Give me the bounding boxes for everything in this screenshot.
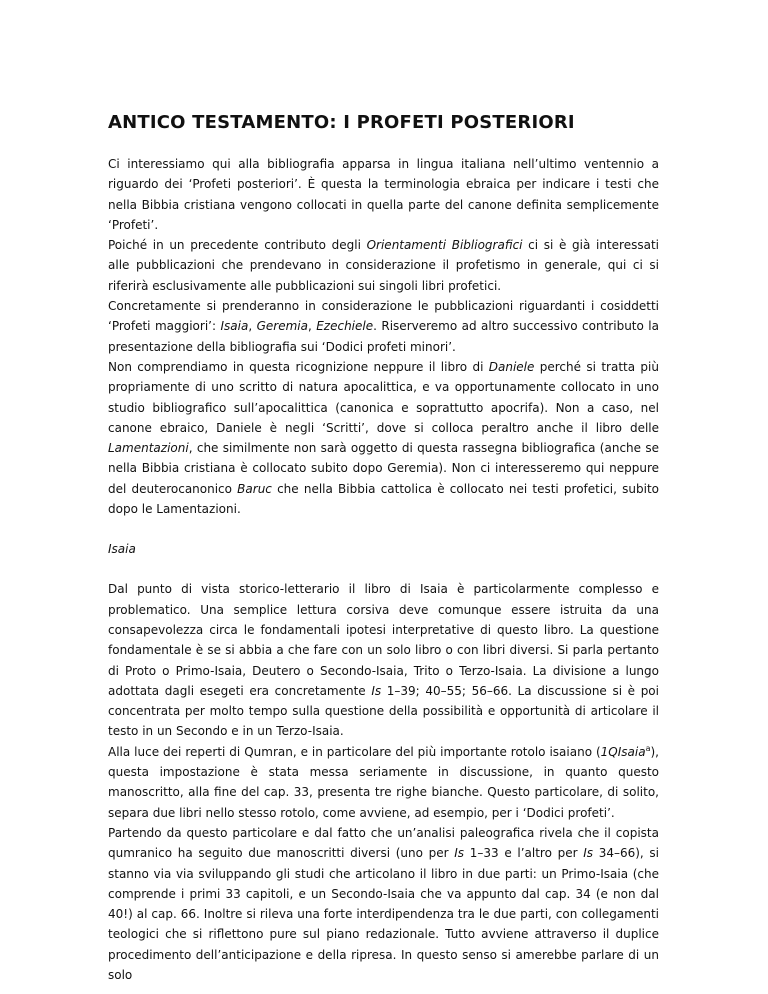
paragraph-exclusions — [108, 357, 659, 519]
italic-manuscript: 1QIsaia — [600, 744, 646, 759]
text-run: Dal punto di vista storico-letterario il libro di Isaia è particolarmente complesso e problematico. Una semplice lettura corsiva deve comunque essere istruita da una consapevolezza circa le fondamentali ipotesi interpretative di questo libro. La questione fondamentale è se si abbia a che fare con un solo libro o con libri diversi. Si parla pertanto di Proto o Primo-Isaia, Deutero o Secondo-Isaia, Trito o Terzo-Isaia. La divisione a lungo adottata dagli esegeti era concretamente — [108, 582, 659, 698]
text-run: , che similmente non sarà oggetto di questa rassegna bibliografica (anche se nella Bibbia cristiana è collocato subito dopo Geremia). Non ci interesseremo qui neppure del deuterocanonico — [108, 441, 659, 496]
text-run: Ci interessiamo qui alla bibliografia apparsa in lingua italiana nell’ultimo ventennio a riguardo dei ‘Profeti posteriori’. È questa la terminologia ebraica per indicare i testi che nella Bibbia cristiana vengono collocati in quella parte del canone definita semplicemente ‘Profeti’. — [108, 157, 659, 232]
text-run: perché si tratta più propriamente di uno scritto di natura apocalittica, e va opportunamente collocato in uno studio bibliografico sull’apocalittica (canonica e soprattutto apocrifa). Non a caso, nel canone ebraico, Daniele è negli ‘Scritti’, dove si colloca peraltro anche il libro delle — [108, 359, 659, 435]
text-run: Concretamente si prenderanno in considerazione le pubblicazioni riguardanti i cosiddetti ‘Profeti maggiori’: — [108, 299, 659, 334]
italic-abbrev: Is — [371, 683, 382, 698]
paragraph-previous-contribution — [108, 235, 659, 296]
italic-book-name: Lamentazioni — [108, 441, 189, 456]
paragraph-qumran — [108, 742, 659, 823]
paragraph-two-parts — [108, 823, 659, 985]
italic-book-name: Baruc — [237, 481, 272, 496]
italic-abbrev: Is — [454, 846, 465, 861]
italic-title: Orientamenti Bibliografici — [366, 238, 523, 253]
page-title: ANTICO TESTAMENTO: I PROFETI POSTERIORI — [108, 112, 575, 133]
document-page — [108, 111, 659, 985]
italic-abbrev: Is — [583, 846, 594, 861]
italic-book-name: Ezechiele — [316, 319, 374, 334]
text-run: Poiché in un precedente contributo degli — [108, 238, 367, 253]
text-run: Partendo da questo particolare e dal fatto che un’analisi paleografica rivela che il copista qumranico ha seguito due manoscritti diversi (uno per — [108, 825, 659, 861]
italic-book-name: Isaia — [220, 319, 249, 334]
text-run: ci si è già interessati alle pubblicazioni che prendevano in considerazione il profetismo in generale, qui ci si riferirà esclusivamente alle pubblicazioni sui singoli libri profetici. — [108, 238, 659, 293]
italic-book-name: Geremia — [256, 319, 308, 334]
text-run: 1–33 e l’altro per — [464, 846, 584, 861]
text-run: 1–39; 40–55; 56–66. La discussione si è poi concentrata per molto tempo sulla questione della possibilità e opportunità di articolare il testo in un Secondo e in un Terzo-Isaia. — [108, 683, 659, 739]
text-run: che nella Bibbia cattolica è collocato nei testi profetici, subito dopo le Lamentazioni. — [108, 481, 659, 517]
text-run: , — [248, 319, 257, 334]
text-run: . Riserveremo ad altro successivo contributo la presentazione della bibliografia sui ‘Dodici profeti minori’. — [108, 319, 659, 354]
text-run: Non comprendiamo in questa ricognizione neppure il libro di — [108, 359, 489, 374]
spacer — [108, 559, 659, 579]
paragraph-major-prophets — [108, 296, 659, 357]
superscript: a — [645, 743, 651, 753]
text-run: 34–66), si stanno via via sviluppando gli studi che articolano il libro in due parti: un Primo-Isaia (che comprende i primi 33 capitoli, e un Secondo-Isaia che va appunto dal cap. 34 (e non dal 40!) al cap. 66. Inoltre si rileva una forte interdipendenza tra le due parti, con collegamenti teologici che si riflettono pure sul piano redazionale. Tutto avviene attraverso il duplice procedimento dell’anticipazione e della ripresa. In questo senso si amerebbe parlare di un solo — [108, 846, 659, 982]
spacer — [108, 519, 659, 539]
text-run: ), questa impostazione è stata messa seriamente in discussione, in quanto questo manoscritto, alla fine del cap. 33, presenta tre righe bianche. Questo particolare, di solito, separa due libri nello stesso rotolo, come avviene, ad esempio, per i ‘Dodici profeti’. — [108, 744, 659, 820]
text-run: , — [307, 319, 317, 334]
paragraph-intro — [108, 154, 659, 235]
italic-book-name: Daniele — [488, 359, 535, 374]
section-heading-isaia: Isaia — [108, 542, 136, 557]
text-run: Alla luce dei reperti di Qumran, e in particolare del più importante rotolo isaiano ( — [108, 744, 601, 759]
paragraph-isaia-history — [108, 579, 659, 741]
